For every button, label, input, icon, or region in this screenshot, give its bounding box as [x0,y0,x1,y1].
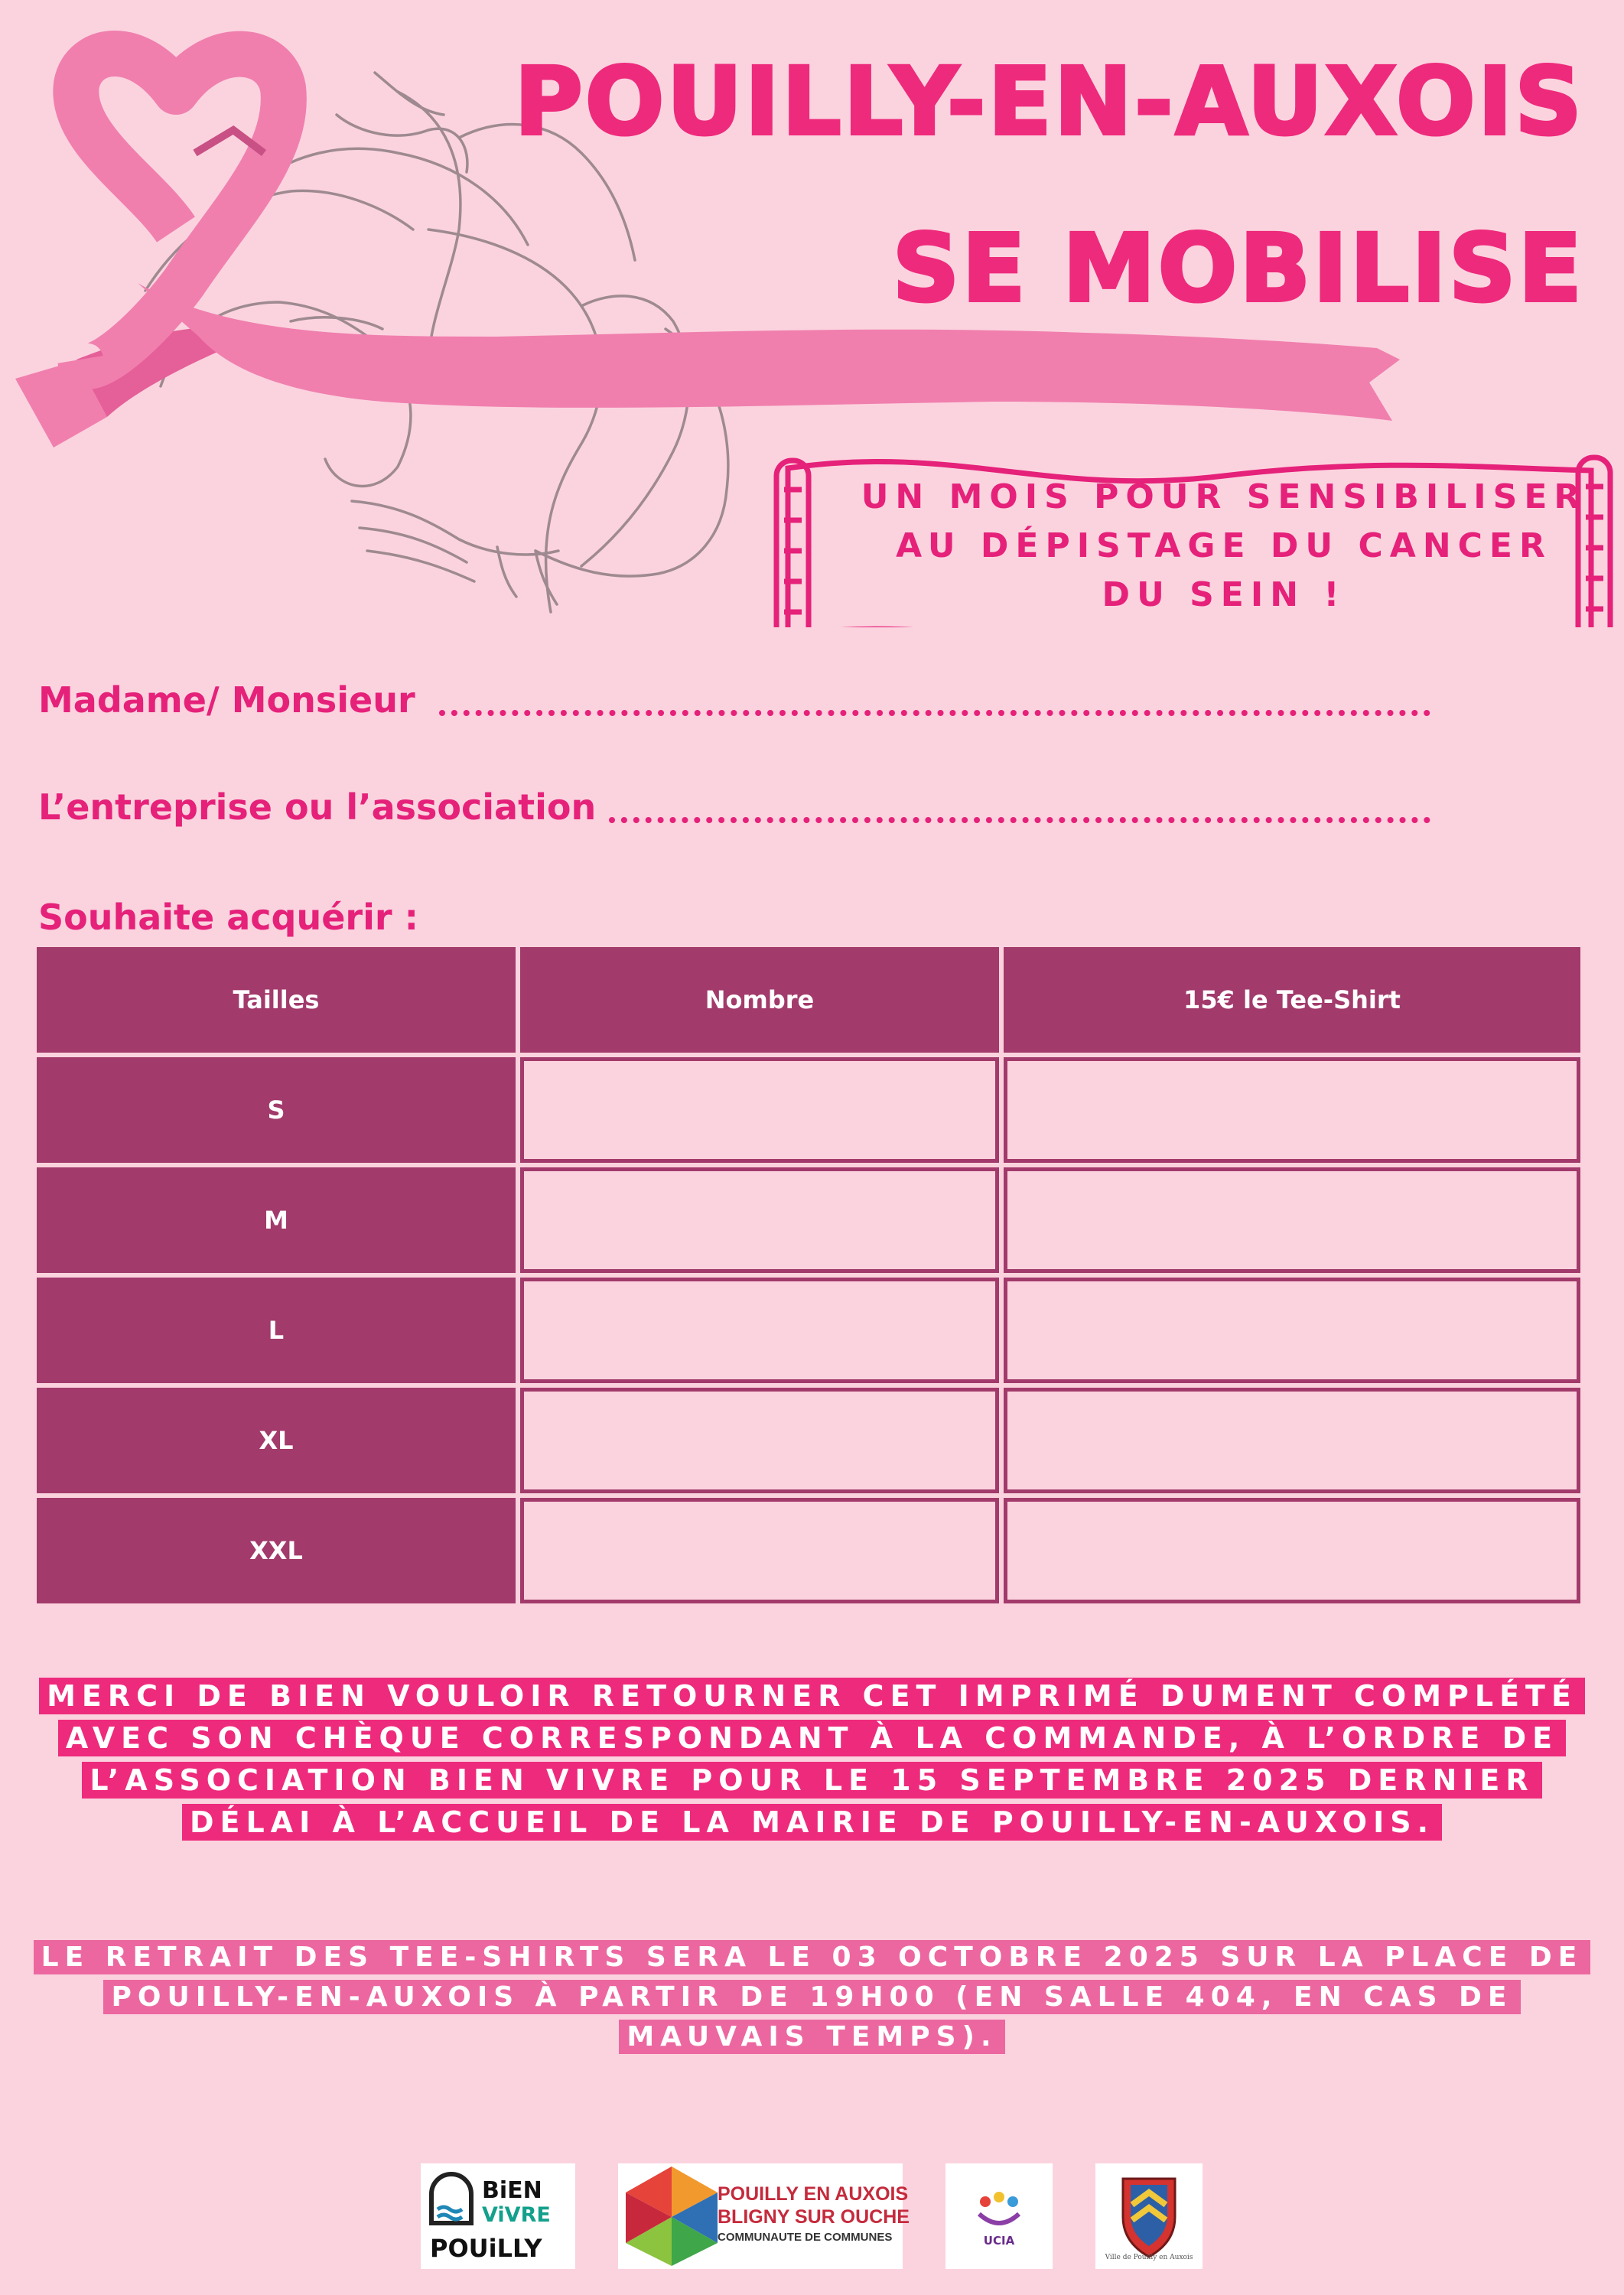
bien-vivre-word2: ViVRE [482,2203,551,2227]
name-field[interactable] [439,710,1430,716]
page-title-line2: SE MOBILISE [892,214,1584,323]
wish-label: Souhaite acquérir : [38,897,418,938]
bien-vivre-logo [421,2163,575,2269]
banner-text [803,473,1624,620]
price-input[interactable] [1004,1498,1580,1603]
banner-line: DU SEIN ! [1102,575,1346,614]
price-input[interactable] [1004,1388,1580,1493]
size-cell: S [37,1057,516,1163]
company-field[interactable] [609,817,1430,823]
hexagon-emblem [618,2163,725,2269]
ucia-text: UCIA [983,2234,1015,2248]
page-title-line1: POUILLY-EN-AUXOIS [514,47,1584,156]
bien-vivre-word3: POUiLLY [430,2234,542,2263]
banner-line: UN MOIS POUR SENSIBILISER [861,477,1587,516]
quantity-input[interactable] [520,1057,999,1163]
header-price: 15€ le Tee-Shirt [1004,947,1580,1053]
quantity-input[interactable] [520,1278,999,1383]
communaute-line3: COMMUNAUTE DE COMMUNES [718,2231,893,2244]
price-input[interactable] [1004,1278,1580,1383]
communaute-line2: BLIGNY SUR OUCHE [718,2206,910,2228]
banner-line: AU DÉPISTAGE DU CANCER [896,526,1552,565]
quantity-input[interactable] [520,1167,999,1273]
price-input[interactable] [1004,1167,1580,1273]
size-cell: XL [37,1388,516,1493]
return-instructions [15,1675,1609,1844]
price-input[interactable] [1004,1057,1580,1163]
size-cell: M [37,1167,516,1273]
ville-crest-logo [1095,2163,1203,2269]
bien-vivre-word1: BiEN [482,2177,542,2204]
header-sizes: Tailles [37,947,516,1053]
pickup-info [15,1938,1609,2057]
header-quantity: Nombre [520,947,999,1053]
ucia-emblem [945,2163,1053,2269]
ville-caption: Ville de Pouilly en Auxois [1105,2254,1193,2261]
pickup-info-text: LE RETRAIT DES TEE-SHIRTS SERA LE 03 OCTOBRE 2025 SUR LA PLACE DE POUILLY-EN-AUXOIS À PARTIR DE 19H00 (EN SALLE 404, EN CAS DE MAUVAIS TEMPS). [34,1940,1591,2054]
communaute-communes-logo [618,2163,910,2269]
quantity-input[interactable] [520,1498,999,1603]
quantity-input[interactable] [520,1388,999,1493]
communaute-line1: POUILLY EN AUXOIS [718,2183,909,2205]
ucia-logo [945,2163,1053,2269]
return-instructions-text: MERCI DE BIEN VOULOIR RETOURNER CET IMPRIMÉ DUMENT COMPLÉTÉ AVEC SON CHÈQUE CORRESPONDANT À LA COMMANDE, À L’ORDRE DE L’ASSOCIATION BIEN VIVRE POUR LE 15 SEPTEMBRE 2025 DERNIER DÉLAI À L’ACCUEIL DE LA MAIRIE DE POUILLY-EN-AUXOIS. [39,1678,1585,1841]
size-cell: L [37,1278,516,1383]
company-label: L’entreprise ou l’association [38,786,597,828]
name-label: Madame/ Monsieur [38,679,415,721]
size-cell: XXL [37,1498,516,1603]
